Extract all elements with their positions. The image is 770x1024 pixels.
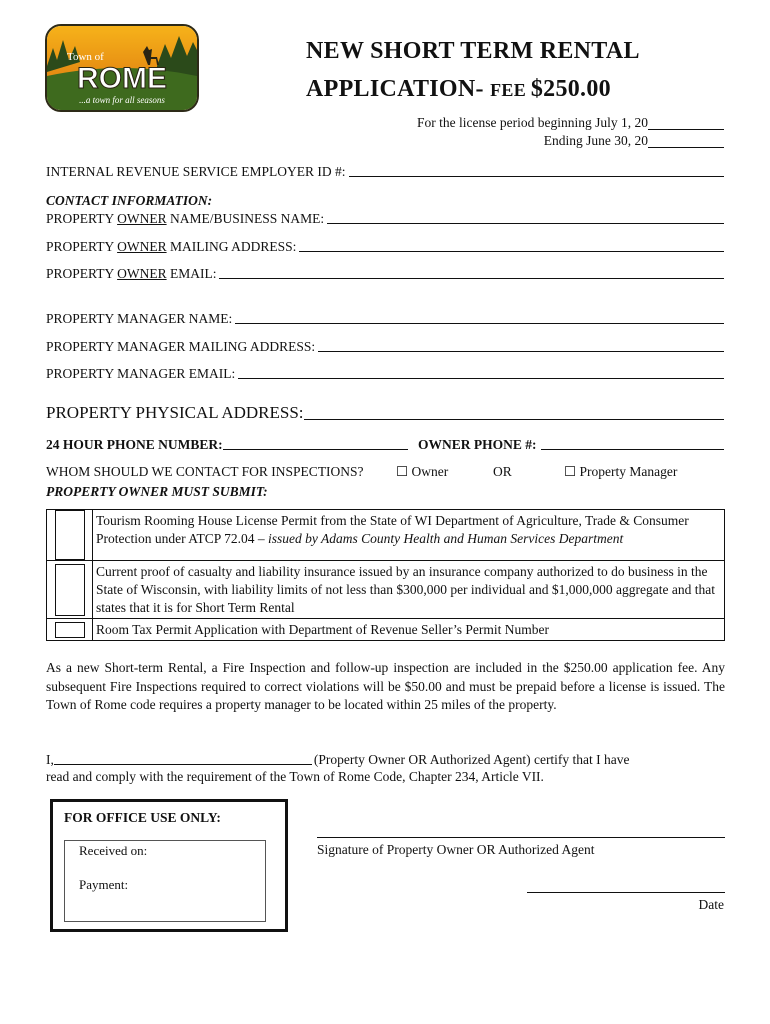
- contact-heading: CONTACT INFORMATION:: [46, 193, 213, 208]
- requirement-text: Room Tax Permit Application with Department of Revenue Seller’s Permit Number: [96, 622, 549, 637]
- office-use-heading: FOR OFFICE USE ONLY:: [64, 810, 221, 825]
- end-year-field[interactable]: [648, 133, 724, 148]
- owner-name-row: [46, 209, 724, 227]
- manager-email-field[interactable]: [238, 364, 724, 379]
- begin-year-field[interactable]: [648, 115, 724, 130]
- manager-name-row: [46, 309, 724, 327]
- requirement-checkbox-cell: [47, 619, 93, 640]
- physical-address-label: PROPERTY PHYSICAL ADDRESS:: [46, 403, 304, 422]
- requirement-checkbox-cell: [47, 561, 93, 618]
- manager-email-row: [46, 364, 724, 382]
- form-title: [306, 32, 640, 109]
- physical-address-row: [46, 403, 724, 423]
- requirement-checkbox-cell: [47, 510, 93, 560]
- fee-paragraph: As a new Short-term Rental, a Fire Inspection and follow-up inspection are included in the $250.00 application fee. Any subsequent Fire Inspections required to correct violations will be $50.00 and must be prepaid before a license is issued. The Town of Rome code requires a property manager to be located within 25 miles of the property.: [46, 660, 725, 712]
- owner-phone-label: OWNER PHONE #:: [418, 437, 537, 452]
- owner-phone-row: [418, 435, 724, 453]
- requirement-checkbox[interactable]: [55, 510, 85, 560]
- requirement-text: Current proof of casualty and liability insurance issued by an insurance company authorized to do business in the State of Wisconsin, with liability limits of not less than $300,000 per individual and $1,000,000 aggregate and that states that it is for Short Term Rental: [96, 564, 715, 615]
- town-logo: [45, 24, 199, 112]
- license-period: [417, 114, 724, 150]
- title-application: APPLICATION-: [306, 76, 491, 102]
- must-submit-heading: PROPERTY OWNER MUST SUBMIT:: [46, 484, 268, 499]
- date-label: Date: [698, 897, 724, 912]
- signature-field[interactable]: [317, 837, 725, 838]
- owner-email-row: [46, 264, 724, 282]
- manager-address-row: [46, 337, 724, 355]
- title-line1: NEW SHORT TERM RENTAL: [306, 38, 640, 64]
- received-on-label: Received on:: [79, 843, 148, 858]
- owner-name-label: PROPERTY OWNER NAME/BUSINESS NAME:: [46, 211, 325, 226]
- certify-name-field[interactable]: [54, 750, 312, 765]
- owner-phone-field[interactable]: [541, 435, 724, 450]
- inspection-or: OR: [493, 464, 512, 479]
- certify-line1: [46, 750, 630, 768]
- employer-id-label: INTERNAL REVENUE SERVICE EMPLOYER ID #:: [46, 164, 346, 179]
- title-line2: [306, 70, 640, 109]
- owner-email-field[interactable]: [219, 264, 724, 279]
- requirement-checkbox[interactable]: [55, 564, 85, 616]
- payment-label: Payment:: [79, 877, 129, 892]
- owner-email-label: PROPERTY OWNER EMAIL:: [46, 266, 217, 281]
- owner-address-row: [46, 237, 724, 255]
- owner-address-field[interactable]: [299, 237, 724, 252]
- logo-top-text: Town of: [67, 51, 104, 63]
- employer-id-row: [46, 162, 724, 180]
- logo-graphic: [47, 26, 197, 110]
- license-period-begin: For the license period beginning July 1, 20: [417, 115, 648, 130]
- phone-24-row: [46, 435, 408, 453]
- office-use-box: [50, 799, 288, 932]
- signature-label: Signature of Property Owner OR Authorized Agent: [317, 842, 595, 857]
- requirement-row: [47, 561, 724, 619]
- phone-24-label: 24 HOUR PHONE NUMBER:: [46, 437, 223, 452]
- owner-name-field[interactable]: [327, 209, 724, 224]
- license-period-end: Ending June 30, 20: [543, 133, 648, 148]
- manager-name-field[interactable]: [235, 309, 724, 324]
- manager-name-label: PROPERTY MANAGER NAME:: [46, 311, 233, 326]
- title-fee-amount: $250.00: [530, 76, 611, 102]
- manager-email-label: PROPERTY MANAGER EMAIL:: [46, 366, 236, 381]
- certify-prefix: I,: [46, 752, 54, 767]
- inspection-option-manager[interactable]: ☐ Property Manager: [564, 464, 678, 479]
- requirement-row: [47, 510, 724, 561]
- employer-id-field[interactable]: [349, 162, 724, 177]
- requirements-table: [46, 509, 725, 641]
- requirement-row: [47, 619, 724, 640]
- title-fee-label: FEE: [490, 80, 531, 100]
- office-use-inner: [64, 840, 266, 922]
- inspection-option-owner[interactable]: ☐ Owner: [396, 464, 449, 479]
- phone-24-field[interactable]: [223, 435, 408, 450]
- physical-address-field[interactable]: [304, 405, 725, 420]
- requirement-text: Tourism Rooming House License Permit from the State of WI Department of Agriculture, Trade & Consumer Protection under ATCP 72.04 – issued by Adams County Health and Human Services Department: [96, 513, 689, 546]
- logo-tagline: ...a town for all seasons: [79, 95, 165, 105]
- requirement-checkbox[interactable]: [55, 622, 85, 638]
- owner-address-label: PROPERTY OWNER MAILING ADDRESS:: [46, 239, 297, 254]
- logo-name: ROME: [77, 62, 167, 95]
- inspection-question: WHOM SHOULD WE CONTACT FOR INSPECTIONS?: [46, 464, 364, 479]
- certify-line2: read and comply with the requirement of the Town of Rome Code, Chapter 234, Article VII.: [46, 769, 544, 784]
- manager-address-field[interactable]: [318, 337, 724, 352]
- certify-suffix: (Property Owner OR Authorized Agent) certify that I have: [313, 752, 630, 767]
- date-field[interactable]: [527, 892, 725, 893]
- manager-address-label: PROPERTY MANAGER MAILING ADDRESS:: [46, 339, 316, 354]
